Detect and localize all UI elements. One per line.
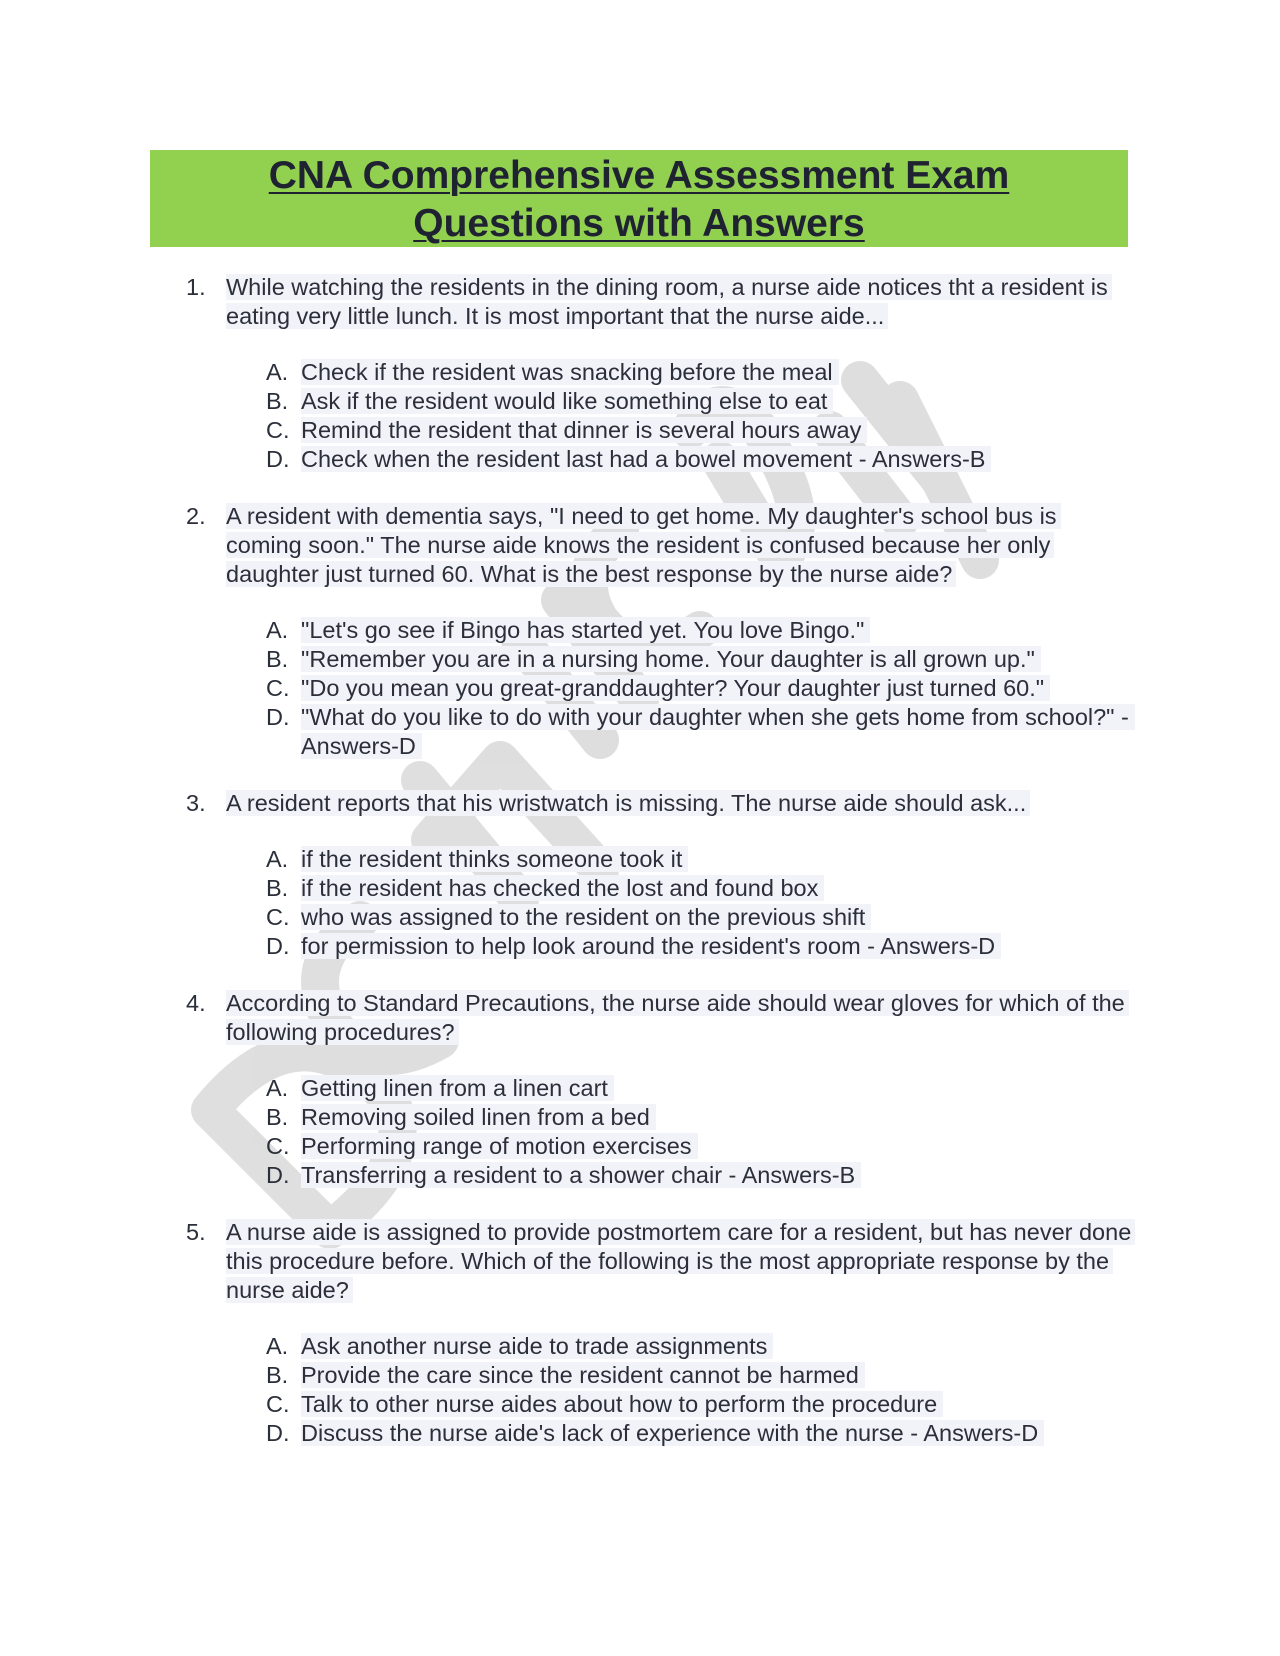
answer-option xyxy=(266,1419,1136,1448)
answer-option xyxy=(266,1161,1136,1190)
question-item xyxy=(186,789,1136,961)
question-number: 2. xyxy=(186,503,206,529)
option-letter: D. xyxy=(266,1420,290,1446)
answer-option xyxy=(266,1103,1136,1132)
option-text: Removing soiled linen from a bed xyxy=(301,1104,656,1130)
option-letter: C. xyxy=(266,904,290,930)
answer-options xyxy=(266,1074,1136,1190)
option-text: "Remember you are in a nursing home. Your daughter is all grown up." xyxy=(301,646,1041,672)
answer-option xyxy=(266,416,1136,445)
answer-option xyxy=(266,703,1136,761)
question-item xyxy=(186,502,1136,761)
answer-option xyxy=(266,874,1136,903)
option-letter: C. xyxy=(266,1391,290,1417)
question-text: A nurse aide is assigned to provide postmortem care for a resident, but has never done this procedure before. Which of the following is the most appropriate response by the nurse aide? xyxy=(226,1219,1135,1303)
option-letter: B. xyxy=(266,1362,289,1388)
option-text: if the resident has checked the lost and found box xyxy=(301,875,824,901)
answer-option xyxy=(266,616,1136,645)
answer-option xyxy=(266,1332,1136,1361)
option-text: who was assigned to the resident on the previous shift xyxy=(301,904,871,930)
answer-options xyxy=(266,845,1136,961)
question-list xyxy=(186,273,1136,1476)
question-item xyxy=(186,989,1136,1190)
answer-option xyxy=(266,932,1136,961)
option-text: Check when the resident last had a bowel movement - Answers-B xyxy=(301,446,991,472)
option-text: "Let's go see if Bingo has started yet. You love Bingo." xyxy=(301,617,870,643)
option-text: Check if the resident was snacking before the meal xyxy=(301,359,839,385)
answer-option xyxy=(266,674,1136,703)
question-text: According to Standard Precautions, the nurse aide should wear gloves for which of the following procedures? xyxy=(226,990,1129,1045)
option-letter: C. xyxy=(266,1133,290,1159)
question-number: 1. xyxy=(186,274,206,300)
option-text: for permission to help look around the resident's room - Answers-D xyxy=(301,933,1001,959)
option-letter: A. xyxy=(266,359,289,385)
option-text: "Do you mean you great-granddaughter? Your daughter just turned 60." xyxy=(301,675,1050,701)
page-title-line-2: Questions with Answers xyxy=(413,202,865,245)
question-item xyxy=(186,1218,1136,1448)
option-text: Transferring a resident to a shower chair - Answers-B xyxy=(301,1162,861,1188)
option-letter: A. xyxy=(266,1075,289,1101)
answer-option xyxy=(266,387,1136,416)
answer-option xyxy=(266,1132,1136,1161)
option-letter: B. xyxy=(266,1104,289,1130)
option-text: Ask if the resident would like something else to eat xyxy=(301,388,833,414)
option-letter: C. xyxy=(266,417,290,443)
answer-options xyxy=(266,616,1136,761)
option-text: Getting linen from a linen cart xyxy=(301,1075,614,1101)
option-letter: B. xyxy=(266,875,289,901)
answer-options xyxy=(266,358,1136,474)
question-text: While watching the residents in the dining room, a nurse aide notices tht a resident is eating very little lunch. It is most important that the nurse aide... xyxy=(226,274,1112,329)
answer-options xyxy=(266,1332,1136,1448)
option-letter: B. xyxy=(266,388,289,414)
page-title-line-1: CNA Comprehensive Assessment Exam xyxy=(268,154,1010,197)
option-letter: D. xyxy=(266,704,290,730)
option-letter: D. xyxy=(266,933,290,959)
option-text: Remind the resident that dinner is several hours away xyxy=(301,417,867,443)
option-letter: D. xyxy=(266,446,290,472)
option-text: Discuss the nurse aide's lack of experience with the nurse - Answers-D xyxy=(301,1420,1044,1446)
answer-option xyxy=(266,1074,1136,1103)
question-number: 5. xyxy=(186,1219,206,1245)
question-number: 3. xyxy=(186,790,206,816)
option-text: Talk to other nurse aides about how to perform the procedure xyxy=(301,1391,943,1417)
answer-option xyxy=(266,645,1136,674)
answer-option xyxy=(266,845,1136,874)
answer-option xyxy=(266,903,1136,932)
title-banner xyxy=(150,150,1128,247)
answer-option xyxy=(266,1390,1136,1419)
option-text: if the resident thinks someone took it xyxy=(301,846,688,872)
option-letter: C. xyxy=(266,675,290,701)
option-letter: A. xyxy=(266,1333,289,1359)
option-letter: D. xyxy=(266,1162,290,1188)
question-item xyxy=(186,273,1136,474)
question-number: 4. xyxy=(186,990,206,1016)
page-title xyxy=(150,150,1128,248)
option-text: Performing range of motion exercises xyxy=(301,1133,698,1159)
option-text: Ask another nurse aide to trade assignments xyxy=(301,1333,773,1359)
answer-option xyxy=(266,445,1136,474)
option-letter: A. xyxy=(266,846,289,872)
option-text: "What do you like to do with your daughter when she gets home from school?" - Answers-D xyxy=(301,704,1135,759)
answer-option xyxy=(266,1361,1136,1390)
option-letter: B. xyxy=(266,646,289,672)
question-text: A resident reports that his wristwatch is missing. The nurse aide should ask... xyxy=(226,790,1030,816)
question-text: A resident with dementia says, "I need to get home. My daughter's school bus is coming soon." The nurse aide knows the resident is confused because her only daughter just turned 60. What is the best response by the nurse aide? xyxy=(226,503,1061,587)
option-letter: A. xyxy=(266,617,289,643)
answer-option xyxy=(266,358,1136,387)
option-text: Provide the care since the resident cannot be harmed xyxy=(301,1362,865,1388)
